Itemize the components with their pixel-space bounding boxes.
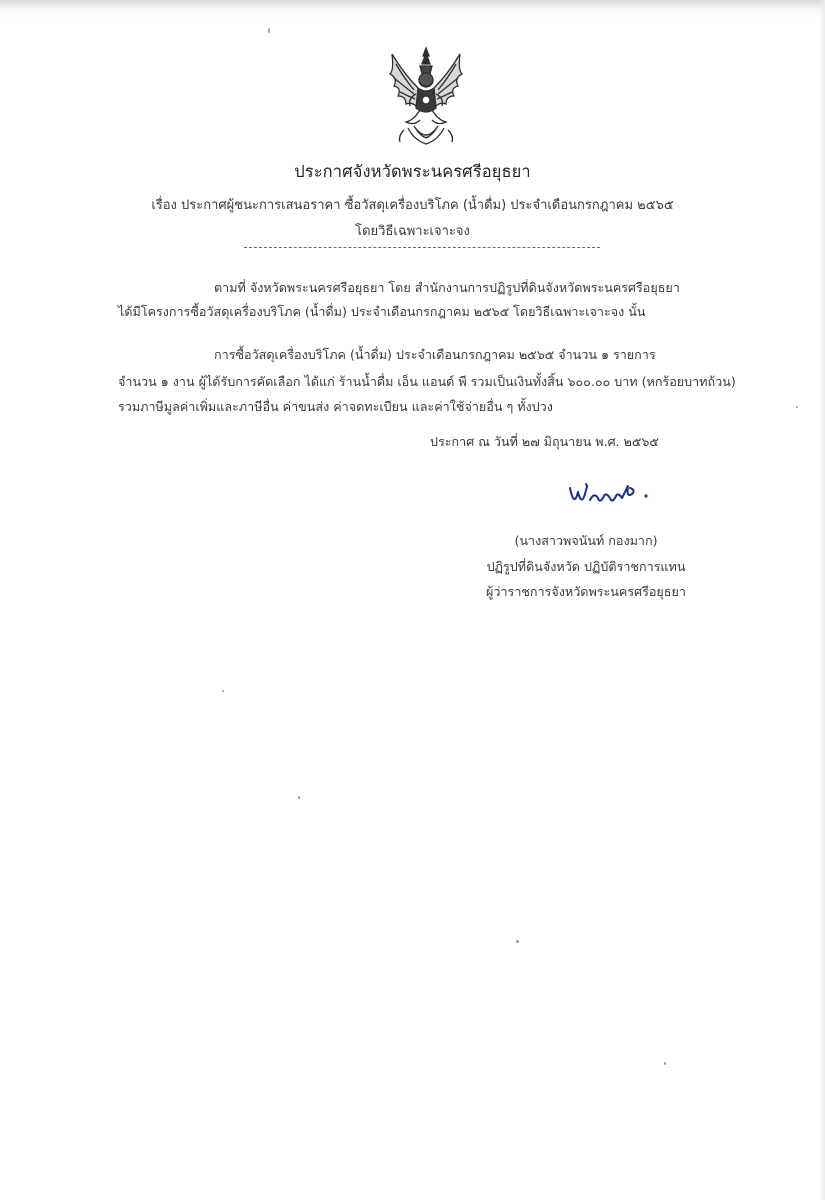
scan-speck — [664, 1062, 666, 1065]
scan-speck — [268, 28, 270, 33]
signer-position-1: ปฏิรูปที่ดินจังหวัด ปฏิบัติราชการแทน — [486, 559, 686, 574]
separator-dashes — [244, 247, 600, 248]
subject-line: เรื่อง ประกาศผู้ชนะการเสนอราคา ซื้อวัสดุเครื่องบริโภค (น้ำดื่ม) ประจำเดือนกรกฎาคม ๒๕๖๕ — [151, 198, 674, 213]
scan-speck — [516, 940, 519, 943]
page-title: ประกาศจังหวัดพระนครศรีอยุธยา — [294, 162, 531, 181]
signer-name: (นางสาวพจนันท์ กองมาก) — [514, 533, 658, 548]
handwritten-signature — [566, 478, 652, 510]
scan-speck — [222, 690, 224, 692]
signer-position-2: ผู้ว่าราชการจังหวัดพระนครศรีอยุธยา — [486, 584, 686, 599]
method-line: โดยวิธีเฉพาะเจาะจง — [355, 224, 470, 239]
paragraph-2-line-2: จำนวน ๑ งาน ผู้ได้รับการคัดเลือก ได้แก่ ร้านน้ำดื่ม เอ็น แอนด์ พี รวมเป็นเงินทั้งสิ้น ๖๐๐.๐๐ บาท (หกร้อยบาทถ้วน) — [118, 374, 736, 389]
paragraph-1-line-1: ตามที่ จังหวัดพระนครศรีอยุธยา โดย สำนักงานการปฏิรูปที่ดินจังหวัดพระนครศรีอยุธยา — [214, 280, 680, 295]
scan-top-shadow — [0, 0, 825, 10]
scan-speck — [796, 406, 798, 408]
paragraph-2-line-3: รวมภาษีมูลค่าเพิ่มและภาษีอื่น ค่าขนส่ง ค่าจดทะเบียน และค่าใช้จ่ายอื่น ๆ ทั้งปวง — [118, 399, 553, 414]
paragraph-2-line-1: การซื้อวัสดุเครื่องบริโภค (น้ำดื่ม) ประจำเดือนกรกฎาคม ๒๕๖๕ จำนวน ๑ รายการ — [214, 347, 656, 362]
garuda-emblem-icon — [384, 44, 468, 148]
scan-speck — [298, 796, 300, 799]
paragraph-1-line-2: ได้มีโครงการซื้อวัสดุเครื่องบริโภค (น้ำดื่ม) ประจำเดือนกรกฎาคม ๒๕๖๕ โดยวิธีเฉพาะเจาะจง นั้น — [118, 304, 646, 319]
announcement-date: ประกาศ ณ วันที่ ๒๗ มิถุนายน พ.ศ. ๒๕๖๕ — [430, 434, 659, 449]
